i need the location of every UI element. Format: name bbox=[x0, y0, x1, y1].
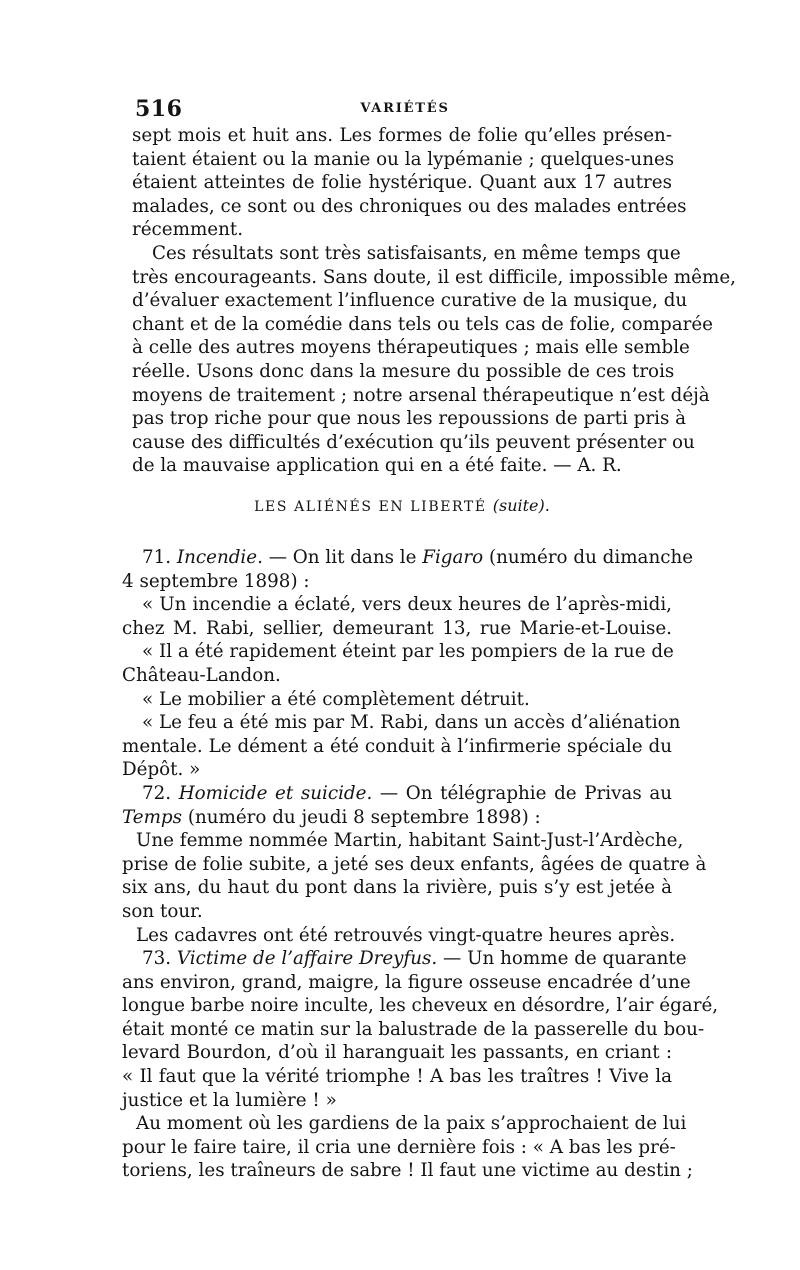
section-title-suffix: (suite). bbox=[492, 496, 550, 515]
text-line: pas trop riche pour que nous les repoussions de parti pris à bbox=[132, 408, 687, 430]
paragraph-conclusion bbox=[132, 242, 736, 478]
entry-heading: Homicide et suicide. bbox=[178, 782, 373, 804]
entry-intro: — Un homme de quarante bbox=[437, 948, 687, 970]
section-title bbox=[132, 496, 672, 515]
text-line: très encourageants. Sans doute, il est difficile, impossible même, bbox=[132, 266, 736, 288]
text-line: réelle. Usons donc dans la mesure du possible de ces trois bbox=[132, 360, 675, 382]
text-line: malades, ce sont ou des chroniques ou des malades entrées bbox=[132, 195, 687, 217]
text-line: son tour. bbox=[122, 900, 203, 922]
text-line: cause des difficultés d’exécution qu’ils peuvent présenter ou bbox=[132, 431, 695, 453]
text-line: d’évaluer exactement l’influence curative de la musique, du bbox=[132, 290, 688, 312]
text-line: ans environ, grand, maigre, la figure osseuse encadrée d’une bbox=[122, 971, 691, 993]
entry-number: 71. bbox=[142, 547, 172, 568]
text-line: Les cadavres ont été retrouvés vingt-quatre heures après. bbox=[136, 924, 676, 946]
text-line: chant et de la comédie dans tels ou tels cas de folie, comparée bbox=[132, 313, 713, 335]
entry-heading-line bbox=[122, 546, 694, 570]
page-header bbox=[135, 96, 675, 124]
text-line: récemment. bbox=[132, 219, 244, 241]
entry-heading-line bbox=[122, 947, 687, 971]
quote-line: mentale. Le dément a été conduit à l’infirmerie spéciale du bbox=[122, 735, 672, 757]
entry-heading: Victime de l’affaire Dreyfus. bbox=[176, 948, 438, 970]
text-line: de la mauvaise application qui en a été faite. — A. R. bbox=[132, 455, 622, 477]
entry-intro: — On télégraphie de Privas au bbox=[372, 782, 673, 804]
text-line: six ans, du haut du pont dans la rivière, puis s’y est jetée à bbox=[122, 877, 672, 899]
text-line: « Il faut que la vérité triomphe ! A bas les traîtres ! Vive la bbox=[122, 1066, 672, 1088]
text-line: Au moment où les gardiens de la paix s’approchaient de lui bbox=[136, 1113, 687, 1135]
quote-line: Château-Landon. bbox=[122, 664, 281, 686]
quote-line: « Le mobilier a été complètement détruit. bbox=[142, 688, 530, 710]
page-number: 516 bbox=[135, 96, 183, 122]
entry-source-line bbox=[122, 806, 672, 830]
entry-72 bbox=[122, 782, 707, 947]
newspaper-name: Temps bbox=[122, 806, 183, 828]
text-body-entries bbox=[122, 546, 719, 1183]
entry-heading: Incendie. bbox=[176, 547, 263, 568]
quote-line: « Le feu a été mis par M. Rabi, dans un accès d’aliénation bbox=[142, 712, 681, 734]
text-line: levard Bourdon, d’où il haranguait les passants, en criant : bbox=[122, 1042, 672, 1064]
entry-number: 72. bbox=[142, 782, 172, 804]
entry-intro: (numéro du jeudi 8 septembre 1898) : bbox=[182, 806, 541, 828]
quote-line: « Un incendie a éclaté, vers deux heures de l’après-midi, bbox=[142, 594, 672, 616]
text-line: justice et la lumière ! » bbox=[122, 1089, 337, 1111]
entry-intro: — On lit dans le bbox=[262, 547, 423, 568]
quote-line: « Il a été rapidement éteint par les pompiers de la rue de bbox=[142, 641, 674, 663]
entry-heading-line bbox=[122, 782, 672, 806]
section-title-text: LES ALIÉNÉS EN LIBERTÉ bbox=[254, 499, 487, 515]
text-line: moyens de traitement ; notre arsenal thérapeutique n’est déjà bbox=[132, 384, 710, 406]
running-head: VARIÉTÉS bbox=[360, 101, 450, 116]
entry-71 bbox=[122, 546, 694, 782]
text-line: longue barbe noire inculte, les cheveux en désordre, l’air égaré, bbox=[122, 995, 719, 1017]
text-line: étaient atteintes de folie hystérique. Quant aux 17 autres bbox=[132, 172, 672, 194]
entry-intro: (numéro du dimanche bbox=[483, 547, 694, 568]
text-line: prise de folie subite, a jeté ses deux enfants, âgées de quatre à bbox=[122, 853, 707, 875]
text-line: toriens, les traîneurs de sabre ! Il faut une victime au destin ; bbox=[122, 1160, 693, 1182]
entry-73 bbox=[122, 947, 719, 1183]
text-body-top bbox=[132, 124, 736, 478]
text-line: Ces résultats sont très satisfaisants, en même temps que bbox=[152, 242, 681, 264]
text-line: était monté ce matin sur la balustrade de la passerelle du bou- bbox=[122, 1018, 705, 1040]
text-line: sept mois et huit ans. Les formes de folie qu’elles présen- bbox=[132, 125, 672, 146]
quote-line: chez M. Rabi, sellier, demeurant 13, rue Marie-et-Louise. bbox=[122, 617, 672, 639]
text-line: 4 septembre 1898) : bbox=[122, 570, 310, 592]
newspaper-name: Figaro bbox=[422, 547, 484, 568]
text-line: Une femme nommée Martin, habitant Saint-Just-l’Ardèche, bbox=[136, 830, 684, 852]
text-line: pour le faire taire, il cria une dernière fois : « A bas les pré- bbox=[122, 1136, 676, 1158]
text-line: taient étaient ou la manie ou la lypémanie ; quelques-unes bbox=[132, 148, 675, 170]
paragraph-results-continued bbox=[132, 124, 687, 242]
text-line: à celle des autres moyens thérapeutiques ; mais elle semble bbox=[132, 337, 690, 359]
entry-number: 73. bbox=[142, 948, 172, 970]
quote-line: Dépôt. » bbox=[122, 759, 201, 781]
